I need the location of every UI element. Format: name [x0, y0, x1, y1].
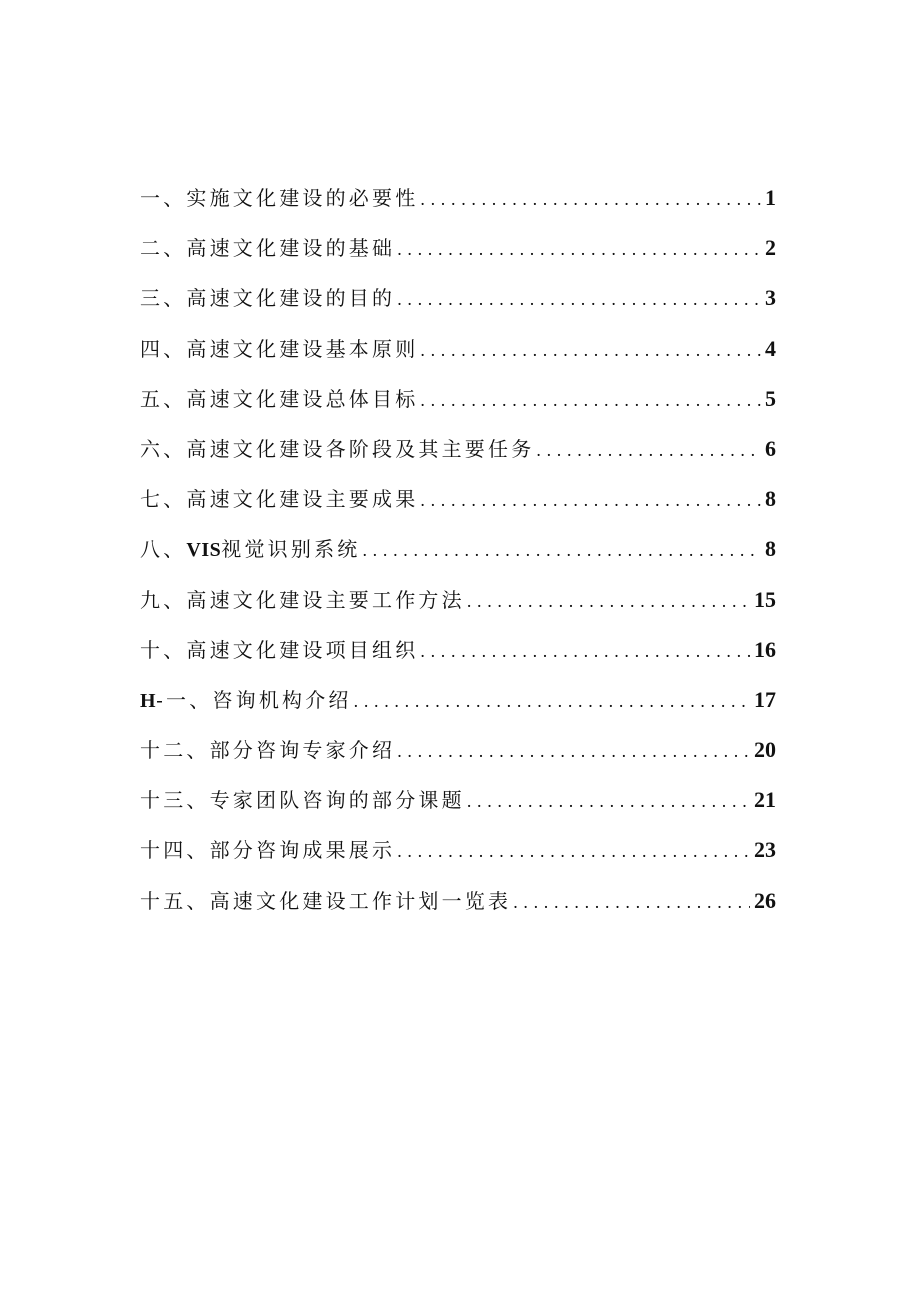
toc-entry-title-prefix: 八、 — [140, 537, 187, 562]
toc-page-number: 15 — [754, 586, 776, 612]
toc-entry-title: 十五、高速文化建设工作计划一览表 — [140, 888, 512, 913]
toc-entry[interactable] — [140, 584, 776, 634]
toc-dot-leader — [362, 537, 761, 561]
toc-page-number: 23 — [754, 837, 776, 863]
toc-entry[interactable] — [140, 282, 776, 332]
toc-page-number: 17 — [754, 686, 776, 712]
toc-entry[interactable] — [140, 533, 776, 583]
toc-entry-title: 七、高速文化建设主要成果 — [140, 487, 419, 512]
toc-page-number: 5 — [765, 385, 776, 411]
toc-entry[interactable] — [140, 333, 776, 383]
toc-entry[interactable] — [140, 232, 776, 282]
toc-entry-title: 三、高速文化建设的目的 — [140, 286, 396, 311]
toc-entry-title: 六、高速文化建设各阶段及其主要任务 — [140, 436, 535, 461]
toc-entry-title — [140, 684, 352, 713]
toc-dot-leader — [397, 838, 750, 862]
toc-page-number: 8 — [765, 536, 776, 562]
toc-entry-title: 十二、部分咨询专家介绍 — [140, 738, 396, 763]
toc-dot-leader — [354, 688, 750, 712]
toc-page-number: 6 — [765, 435, 776, 461]
toc-entry-title: 四、高速文化建设基本原则 — [140, 336, 419, 361]
toc-page-number: 3 — [765, 285, 776, 311]
toc-entry-title-latin: H — [140, 689, 157, 712]
toc-page-number: 1 — [765, 185, 776, 210]
toc-page-number: 20 — [754, 737, 776, 763]
toc-page-number: 16 — [754, 636, 776, 662]
toc-dot-leader — [420, 487, 761, 511]
toc-page-number: 8 — [765, 486, 776, 512]
toc-entry-title: 五、高速文化建设总体目标 — [140, 386, 419, 411]
toc-dot-leader — [420, 337, 761, 361]
toc-entry[interactable] — [140, 834, 776, 884]
toc-entry-title: 十四、部分咨询成果展示 — [140, 838, 396, 863]
toc-page-number: 21 — [754, 787, 776, 813]
toc-page-number: 2 — [765, 235, 776, 261]
toc-entry[interactable] — [140, 684, 776, 734]
toc-entry-title-suffix: -一、咨询机构介绍 — [156, 687, 352, 712]
toc-entry[interactable] — [140, 383, 776, 433]
toc-entry[interactable] — [140, 483, 776, 533]
toc-dot-leader — [536, 437, 761, 461]
toc-entry[interactable] — [140, 182, 776, 232]
toc-entry-title-latin: VIS — [186, 539, 222, 562]
toc-dot-leader — [420, 638, 750, 662]
toc-entry-title: 十、高速文化建设项目组织 — [140, 637, 419, 662]
toc-entry[interactable] — [140, 433, 776, 483]
toc-dot-leader — [420, 186, 761, 210]
toc-page-number: 4 — [765, 335, 776, 361]
toc-entry-title: 二、高速文化建设的基础 — [140, 236, 396, 261]
toc-entry[interactable] — [140, 784, 776, 834]
toc-page-number: 26 — [754, 887, 776, 913]
toc-dot-leader — [397, 738, 750, 762]
toc-dot-leader — [397, 236, 761, 260]
toc-entry-title: 九、高速文化建设主要工作方法 — [140, 587, 465, 612]
toc-entry[interactable] — [140, 634, 776, 684]
toc-dot-leader — [513, 889, 750, 913]
table-of-contents — [140, 182, 776, 935]
toc-entry-title — [140, 533, 360, 562]
toc-entry-title: 一、实施文化建设的必要性 — [140, 186, 419, 210]
toc-dot-leader — [467, 788, 750, 812]
toc-dot-leader — [467, 588, 750, 612]
toc-entry-title-suffix: 视觉识别系统 — [221, 537, 361, 562]
toc-entry[interactable] — [140, 734, 776, 784]
toc-dot-leader — [420, 387, 761, 411]
toc-entry[interactable] — [140, 885, 776, 935]
toc-entry-title: 十三、专家团队咨询的部分课题 — [140, 788, 465, 813]
toc-dot-leader — [397, 286, 761, 310]
